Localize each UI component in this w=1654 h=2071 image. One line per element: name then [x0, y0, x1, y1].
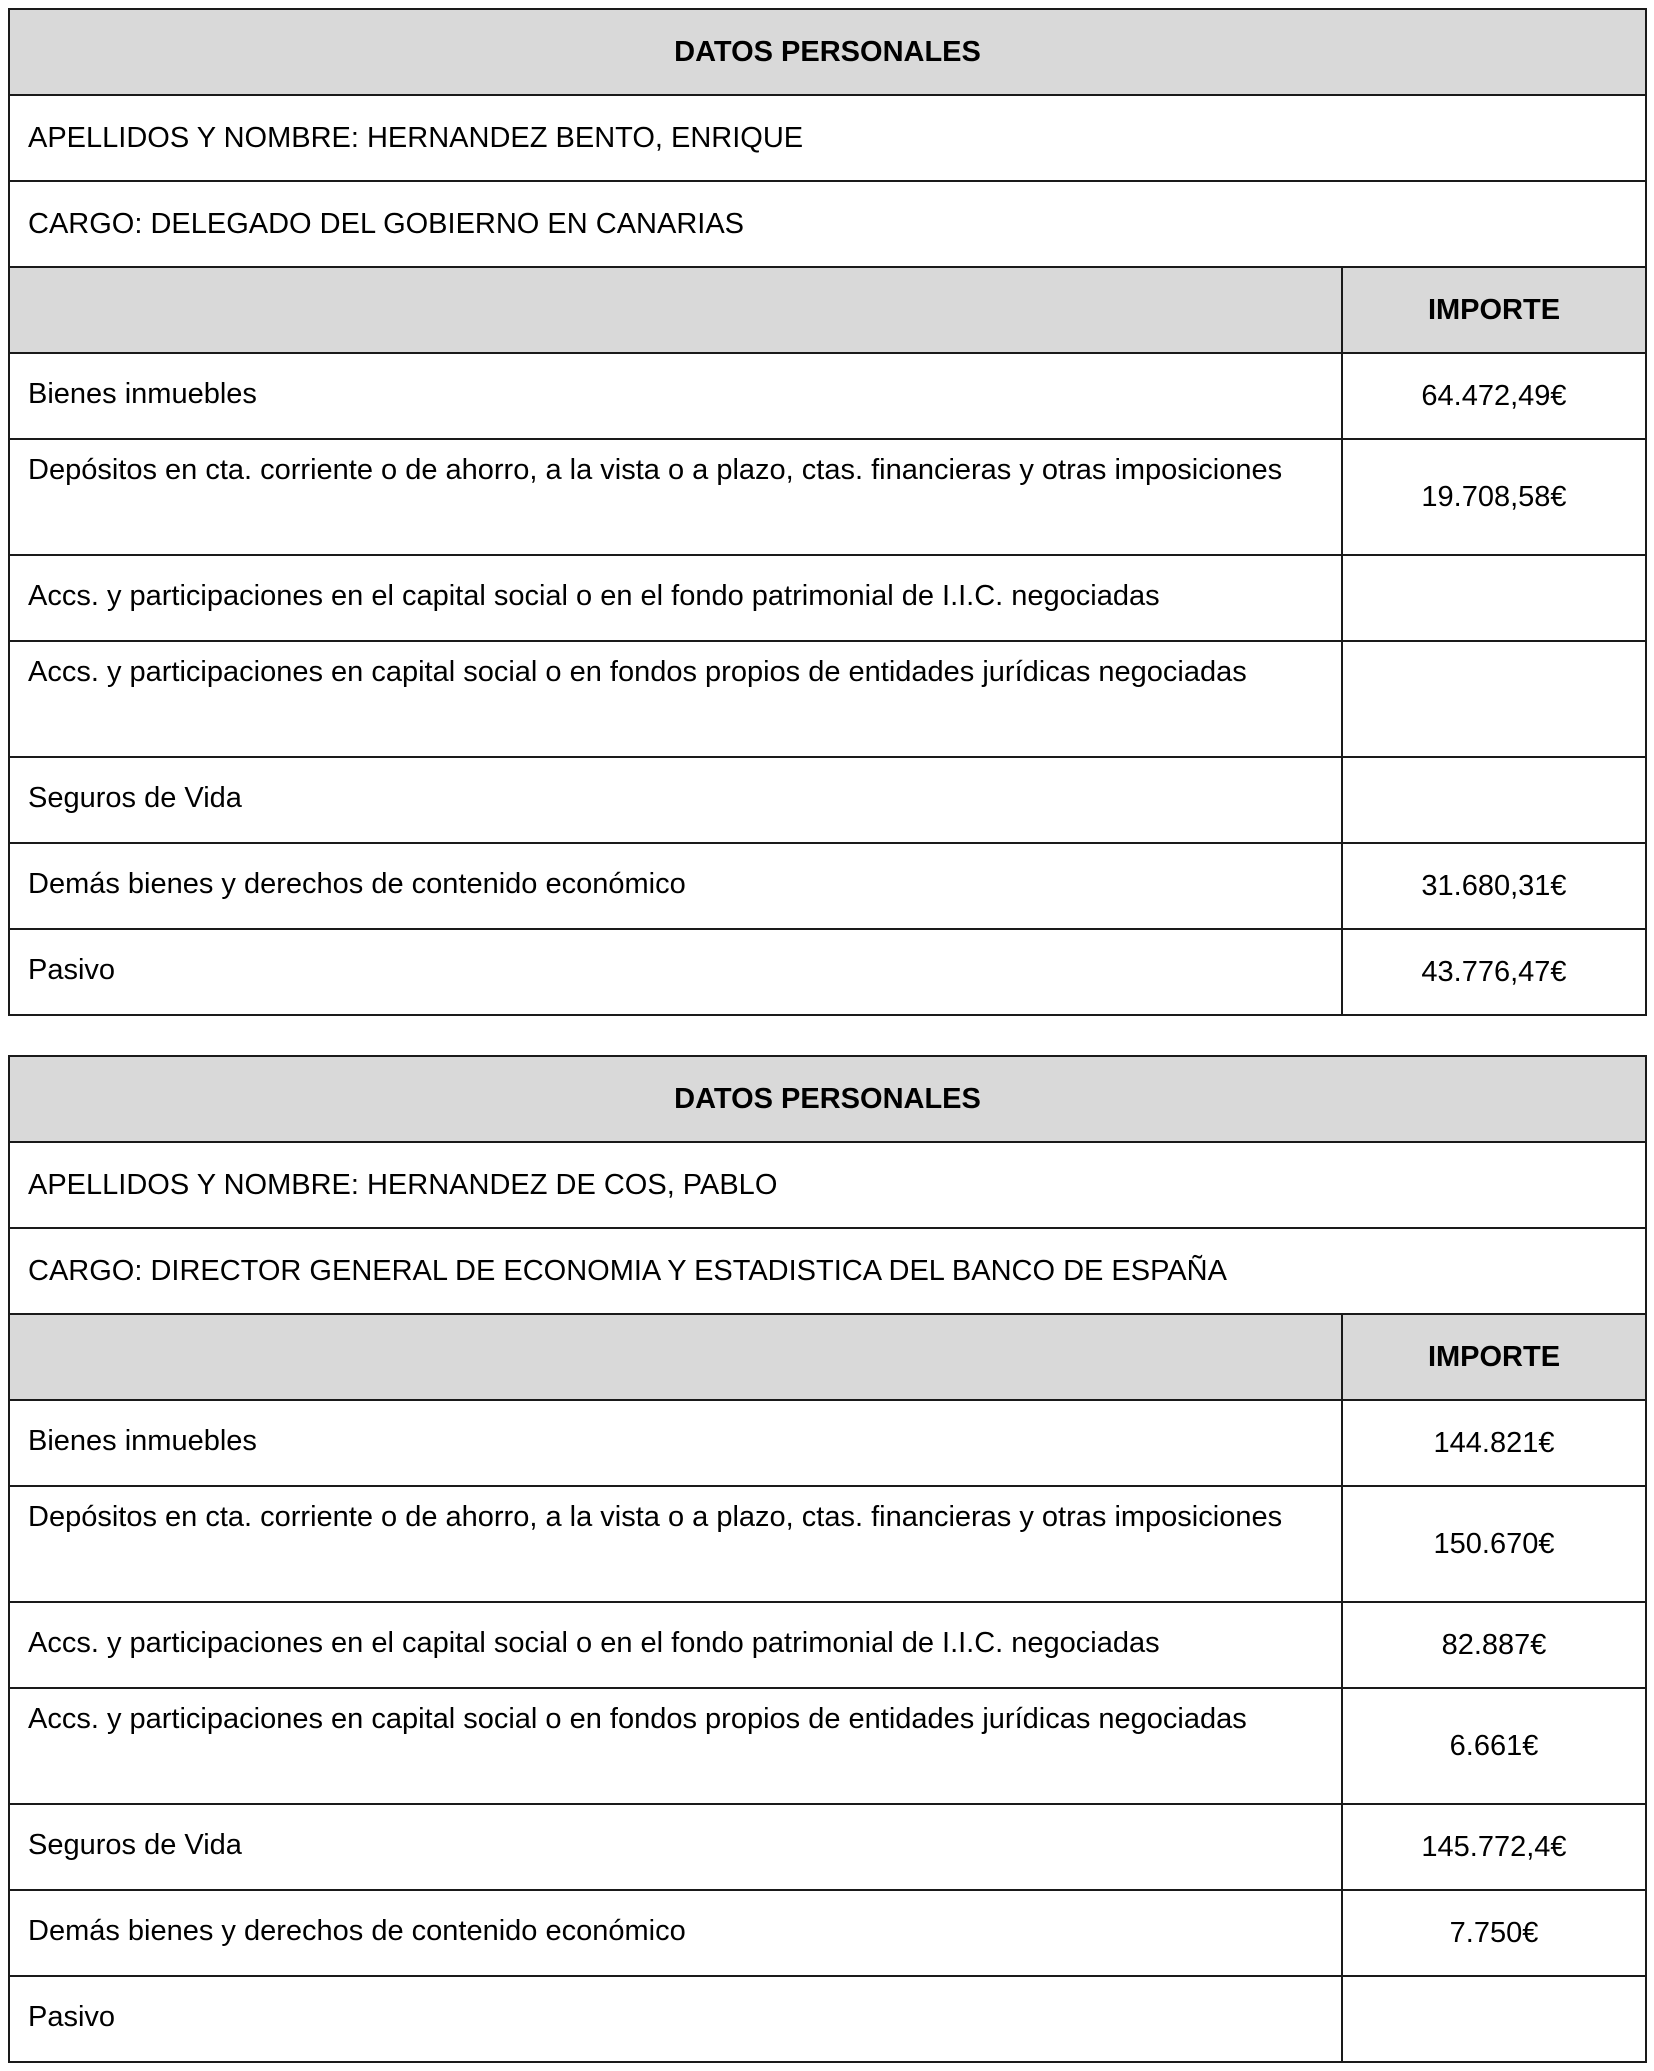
name-line: APELLIDOS Y NOMBRE: HERNANDEZ DE COS, PABLO: [9, 1142, 1646, 1228]
table-row: [9, 1602, 1646, 1688]
asset-label: Seguros de Vida: [9, 757, 1342, 843]
table-row: [9, 641, 1646, 757]
asset-label: Accs. y participaciones en el capital social o en el fondo patrimonial de I.I.C. negociadas: [9, 555, 1342, 641]
table-row: [9, 439, 1646, 555]
label-column-header: [9, 267, 1342, 353]
section-header: DATOS PERSONALES: [9, 1056, 1646, 1142]
declaration-table-1: [8, 8, 1647, 1016]
table-row: [9, 1400, 1646, 1486]
asset-amount: 7.750€: [1342, 1890, 1646, 1976]
asset-amount: 6.661€: [1342, 1688, 1646, 1804]
asset-amount: [1342, 757, 1646, 843]
asset-amount: 19.708,58€: [1342, 439, 1646, 555]
section-header: DATOS PERSONALES: [9, 9, 1646, 95]
asset-label: Bienes inmuebles: [9, 1400, 1342, 1486]
asset-label: Pasivo: [9, 1976, 1342, 2062]
name-line: APELLIDOS Y NOMBRE: HERNANDEZ BENTO, ENRIQUE: [9, 95, 1646, 181]
asset-amount: 31.680,31€: [1342, 843, 1646, 929]
asset-label: Seguros de Vida: [9, 1804, 1342, 1890]
table-row: [9, 555, 1646, 641]
asset-label: Bienes inmuebles: [9, 353, 1342, 439]
table-row: [9, 1486, 1646, 1602]
asset-label: Depósitos en cta. corriente o de ahorro, a la vista o a plazo, ctas. financieras y otras imposiciones: [9, 1486, 1342, 1602]
asset-amount: [1342, 1976, 1646, 2062]
table-row: [9, 757, 1646, 843]
table-row: [9, 1890, 1646, 1976]
asset-amount: 43.776,47€: [1342, 929, 1646, 1015]
asset-amount: [1342, 641, 1646, 757]
asset-amount: 150.670€: [1342, 1486, 1646, 1602]
label-column-header: [9, 1314, 1342, 1400]
cargo-line: CARGO: DIRECTOR GENERAL DE ECONOMIA Y ESTADISTICA DEL BANCO DE ESPAÑA: [9, 1228, 1646, 1314]
amount-column-header: IMPORTE: [1342, 267, 1646, 353]
table-row: [9, 843, 1646, 929]
asset-label: Demás bienes y derechos de contenido económico: [9, 843, 1342, 929]
asset-label: Pasivo: [9, 929, 1342, 1015]
asset-amount: 64.472,49€: [1342, 353, 1646, 439]
asset-amount: 145.772,4€: [1342, 1804, 1646, 1890]
amount-column-header: IMPORTE: [1342, 1314, 1646, 1400]
table-row: [9, 1688, 1646, 1804]
asset-amount: [1342, 555, 1646, 641]
table-row: [9, 1976, 1646, 2062]
declaration-table-2: [8, 1055, 1647, 2063]
asset-label: Accs. y participaciones en capital social o en fondos propios de entidades jurídicas negociadas: [9, 1688, 1342, 1804]
asset-label: Accs. y participaciones en el capital social o en el fondo patrimonial de I.I.C. negociadas: [9, 1602, 1342, 1688]
asset-amount: 82.887€: [1342, 1602, 1646, 1688]
cargo-line: CARGO: DELEGADO DEL GOBIERNO EN CANARIAS: [9, 181, 1646, 267]
asset-label: Depósitos en cta. corriente o de ahorro, a la vista o a plazo, ctas. financieras y otras imposiciones: [9, 439, 1342, 555]
table-row: [9, 1804, 1646, 1890]
table-row: [9, 929, 1646, 1015]
asset-label: Accs. y participaciones en capital social o en fondos propios de entidades jurídicas negociadas: [9, 641, 1342, 757]
asset-label: Demás bienes y derechos de contenido económico: [9, 1890, 1342, 1976]
table-row: [9, 353, 1646, 439]
asset-amount: 144.821€: [1342, 1400, 1646, 1486]
